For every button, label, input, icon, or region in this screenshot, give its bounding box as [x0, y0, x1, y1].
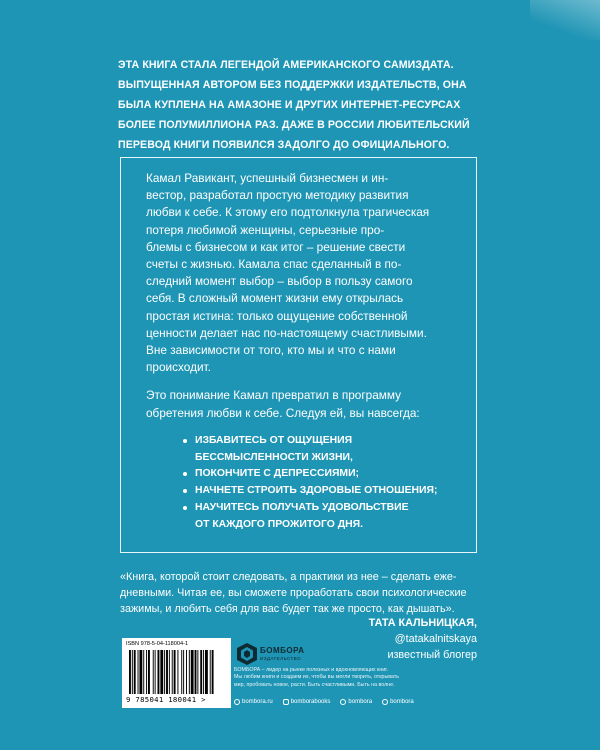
barcode-bar [195, 650, 197, 694]
social-label: bombora [348, 699, 373, 705]
barcode-bar [129, 650, 131, 694]
publisher-desc-line: мир, пробовать новое, расти. Быть счастливыми. Быть на волне. [234, 681, 395, 688]
barcode-bar [189, 650, 190, 694]
barcode-bar [132, 650, 133, 694]
barcode-bar [153, 650, 154, 694]
benefit-line: ПОКОНЧИТЕ С ДЕПРЕССИЯМИ; [195, 468, 359, 480]
barcode-bar [200, 650, 202, 694]
barcode-bar [174, 650, 176, 694]
benefit-line: НАУЧИТЕСЬ ПОЛУЧАТЬ УДОВОЛЬСТВИЕ [195, 501, 409, 513]
social-label: bomborabooks [290, 699, 331, 705]
barcode-digits: 9 785041 180041 > [126, 695, 206, 704]
body-line: Вне зависимости от того, кто мы и что с нами [146, 343, 396, 358]
social-link[interactable] [283, 699, 331, 705]
body-line: следний момент выбор – выбор в пользу самого [146, 274, 413, 289]
quote-line: зажимы, и любить себя для вас будет так же просто, как дышать». [120, 603, 455, 616]
intro-line: БОЛЕЕ ПОЛУМИЛЛИОНА РАЗ. ДАЖЕ В РОССИИ ЛЮБИТЕЛЬСКИЙ [118, 119, 470, 131]
publisher-description [234, 667, 474, 689]
barcode-bar [191, 650, 194, 694]
body-line: вестор, разработал простую методику развития [146, 188, 409, 203]
isbn-block [122, 638, 231, 708]
barcode-bar [177, 650, 178, 694]
paragraph-gap [146, 376, 456, 387]
barcode-bar [166, 650, 168, 694]
testimonial-quote [120, 569, 482, 618]
publisher-socials [234, 699, 414, 705]
instagram-icon [283, 699, 289, 705]
benefit-line: ОТ КАЖДОГО ПРОЖИТОГО ДНЯ. [195, 518, 363, 530]
intro-line: ЭТА КНИГА СТАЛА ЛЕГЕНДОЙ АМЕРИКАНСКОГО САМИЗДАТА. [118, 59, 454, 71]
barcode-bar [181, 650, 182, 694]
body-line: потеря любимой женщины, серьезные про- [146, 222, 385, 237]
publisher-desc-line: Мы любим книги и создаем их, чтобы вы могли творить, открывать [234, 674, 400, 681]
social-link[interactable] [234, 699, 273, 705]
body-line: Камал Равикант, успешный бизнесмен и ин- [146, 171, 389, 185]
body-line: Это понимание Камал превратил в программу [146, 388, 402, 403]
quote-line: «Книга, которой стоит следовать, а практики из нее – сделать еже- [120, 571, 457, 583]
barcode-bar [172, 650, 173, 694]
globe-icon [234, 699, 240, 705]
benefits-list [183, 433, 463, 533]
body-line: простая истина: только ощущение собственной [146, 308, 408, 323]
benefit-item [183, 433, 463, 466]
intro-line: ВЫПУЩЕННАЯ АВТОРОМ БЕЗ ПОДДЕРЖКИ ИЗДАТЕЛЬСТВ, ОНА [118, 79, 467, 91]
publisher-logo [234, 640, 318, 670]
intro-block [118, 55, 474, 155]
social-link[interactable] [340, 699, 372, 705]
publisher-desc-line: БОМБОРА – лидер на рынке полезных и вдохновляющих книг. [234, 667, 389, 673]
intro-line: ПЕРЕВОД КНИГИ ПОЯВИЛСЯ ЗАДОЛГО ДО ОФИЦИАЛЬНОГО. [118, 139, 450, 151]
author-name: ТАТА КАЛЬНИЦКАЯ, [368, 617, 477, 629]
social-link[interactable] [382, 699, 414, 705]
barcode-bar [203, 650, 204, 694]
publisher-subtitle: ИЗДАТЕЛЬСТВО [260, 656, 301, 661]
intro-line: БЫЛА КУПЛЕНА НА АМАЗОНЕ И ДРУГИХ ИНТЕРНЕТ-РЕСУРСАХ [118, 99, 461, 111]
body-line: блемы с бизнесом и как итог – решение свести [146, 239, 406, 254]
barcode-bar [143, 650, 144, 694]
benefit-item [183, 483, 463, 500]
barcode-bar [164, 650, 165, 694]
barcode-bar [158, 650, 160, 694]
barcode-bar [134, 650, 136, 694]
quote-line: дневными. Читая ее, вы сможете проработать свои психологические [120, 587, 467, 600]
barcode-bar [148, 650, 150, 694]
barcode-bar [160, 650, 163, 694]
author-handle: @tatakalnitskaya [394, 633, 477, 645]
barcode-bar [155, 650, 156, 694]
benefit-item [183, 500, 463, 533]
description-text [146, 170, 456, 422]
vk-icon [340, 699, 346, 705]
barcode-bar [139, 650, 142, 694]
barcode [128, 650, 225, 694]
barcode-bar [197, 650, 198, 694]
barcode-bar [210, 650, 211, 694]
benefit-item [183, 466, 463, 483]
social-label: bombora.ru [242, 699, 273, 705]
benefit-line: НАЧНЕТЕ СТРОИТЬ ЗДОРОВЫЕ ОТНОШЕНИЯ; [195, 485, 438, 497]
body-line: обретения любви к себе. Следуя ей, вы навсегда: [146, 405, 420, 420]
body-line: себя. В сложный момент жизни ему открылась [146, 291, 404, 306]
social-label: bombora [390, 699, 414, 705]
body-line: счеты с жизнью. Камала спас сделанный в по- [146, 257, 402, 272]
barcode-bar [169, 650, 170, 694]
barcode-bar [186, 650, 187, 694]
publisher-name: БОМБОРА [260, 646, 305, 655]
barcode-bar [183, 650, 184, 694]
barcode-bar [146, 650, 147, 694]
bomb-icon [236, 642, 258, 666]
author-role: известный блогер [387, 649, 477, 661]
corner-shade [530, 0, 600, 40]
benefit-line: БЕССМЫСЛЕННОСТИ ЖИЗНИ, [195, 451, 353, 463]
barcode-bar [205, 650, 208, 694]
benefit-line: ИЗБАВИТЕСЬ ОТ ОЩУЩЕНИЯ [195, 435, 353, 446]
body-line: происходит. [146, 360, 211, 375]
barcode-bar [138, 650, 139, 694]
quote-author [369, 615, 477, 663]
body-line: ценности делает нас по-настоящему счастливыми. [146, 325, 427, 340]
isbn-label: ISBN 978-5-04-118004-1 [126, 641, 189, 647]
barcode-bar [212, 650, 214, 694]
body-line: любви к себе. К этому его подтолкнула трагическая [146, 205, 430, 220]
telegram-icon [382, 699, 388, 705]
